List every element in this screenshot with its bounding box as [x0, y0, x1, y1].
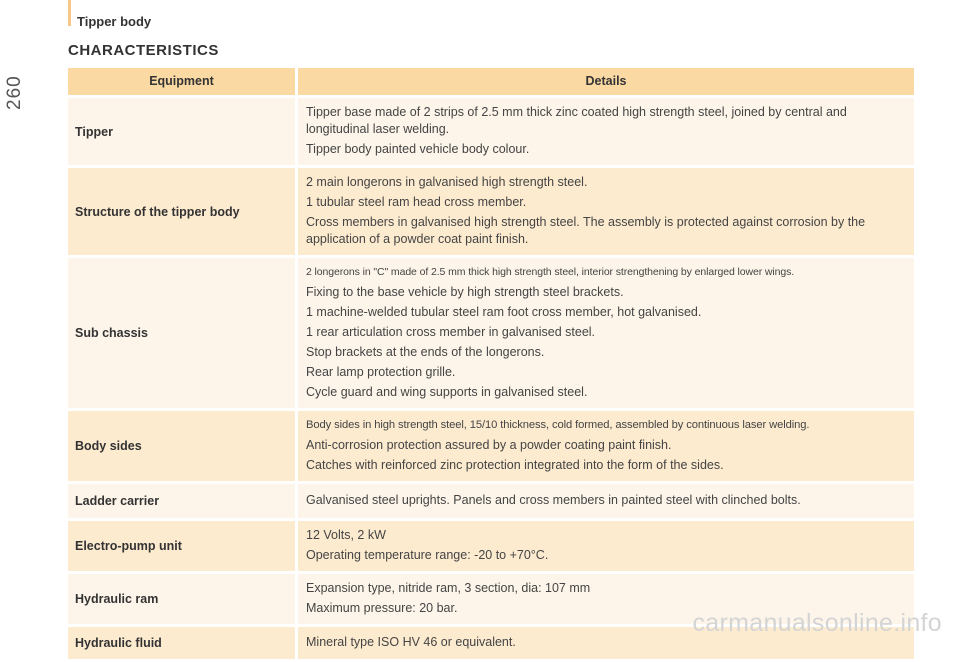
header-equipment: Equipment — [68, 68, 295, 95]
detail-line: Mineral type ISO HV 46 or equivalent. — [306, 635, 516, 649]
section-accent-bar — [68, 0, 71, 26]
detail-line: Maximum pressure: 20 bar. — [306, 601, 458, 615]
header-details: Details — [298, 68, 914, 95]
detail-line: Galvanised steel uprights. Panels and cross members in painted steel with clinched bolts. — [306, 493, 801, 507]
characteristics-table — [68, 68, 914, 662]
table-row — [68, 411, 914, 481]
equipment-cell: Electro-pump unit — [68, 521, 295, 571]
detail-line: Catches with reinforced zinc protection integrated into the form of the sides. — [306, 458, 724, 472]
table-row — [68, 168, 914, 255]
detail-line: Fixing to the base vehicle by high strength steel brackets. — [306, 285, 624, 299]
table-row — [68, 98, 914, 165]
equipment-cell: Structure of the tipper body — [68, 168, 295, 255]
detail-line: Rear lamp protection grille. — [306, 365, 456, 379]
detail-line: Tipper body painted vehicle body colour. — [306, 142, 530, 156]
table-row — [68, 484, 914, 518]
table-row — [68, 258, 914, 408]
equipment-cell: Hydraulic fluid — [68, 627, 295, 659]
equipment-cell: Body sides — [68, 411, 295, 481]
page-number: 260 — [4, 75, 25, 110]
detail-line: Expansion type, nitride ram, 3 section, dia: 107 mm — [306, 581, 591, 595]
detail-line: 1 rear articulation cross member in galvanised steel. — [306, 325, 596, 339]
equipment-cell: Ladder carrier — [68, 484, 295, 518]
detail-line: Anti-corrosion protection assured by a powder coating paint finish. — [306, 438, 672, 452]
detail-line: Cycle guard and wing supports in galvanised steel. — [306, 385, 588, 399]
details-cell — [298, 521, 914, 571]
details-cell — [298, 411, 914, 481]
details-cell — [298, 98, 914, 165]
detail-line: Tipper base made of 2 strips of 2.5 mm thick zinc coated high strength steel, joined by central and longitudinal laser welding. — [306, 105, 847, 136]
detail-line: Operating temperature range: -20 to +70°C. — [306, 548, 549, 562]
detail-line: 1 tubular steel ram head cross member. — [306, 195, 527, 209]
detail-line: Cross members in galvanised high strength steel. The assembly is protected against corrosion by the application of a powder coat paint finish. — [306, 215, 866, 246]
details-cell — [298, 168, 914, 255]
page-heading: CHARACTERISTICS — [68, 42, 219, 59]
watermark-link[interactable]: carmanualsonline.info — [692, 609, 942, 637]
page-number-container — [4, 70, 30, 114]
details-cell — [298, 258, 914, 408]
section-title: Tipper body — [77, 14, 152, 29]
equipment-cell: Tipper — [68, 98, 295, 165]
equipment-cell: Sub chassis — [68, 258, 295, 408]
detail-line: 2 main longerons in galvanised high strength steel. — [306, 175, 588, 189]
table-header-row — [68, 68, 914, 95]
detail-line: Body sides in high strength steel, 15/10 thickness, cold formed, assembled by continuous laser welding. — [306, 419, 810, 431]
detail-line: 1 machine-welded tubular steel ram foot cross member, hot galvanised. — [306, 305, 702, 319]
detail-line: Stop brackets at the ends of the longerons. — [306, 345, 545, 359]
detail-line: 12 Volts, 2 kW — [306, 528, 386, 542]
table-row — [68, 521, 914, 571]
detail-line: 2 longerons in "C" made of 2.5 mm thick high strength steel, interior strengthening by enlarged lower wings. — [306, 266, 795, 278]
equipment-cell: Hydraulic ram — [68, 574, 295, 624]
details-cell — [298, 484, 914, 518]
